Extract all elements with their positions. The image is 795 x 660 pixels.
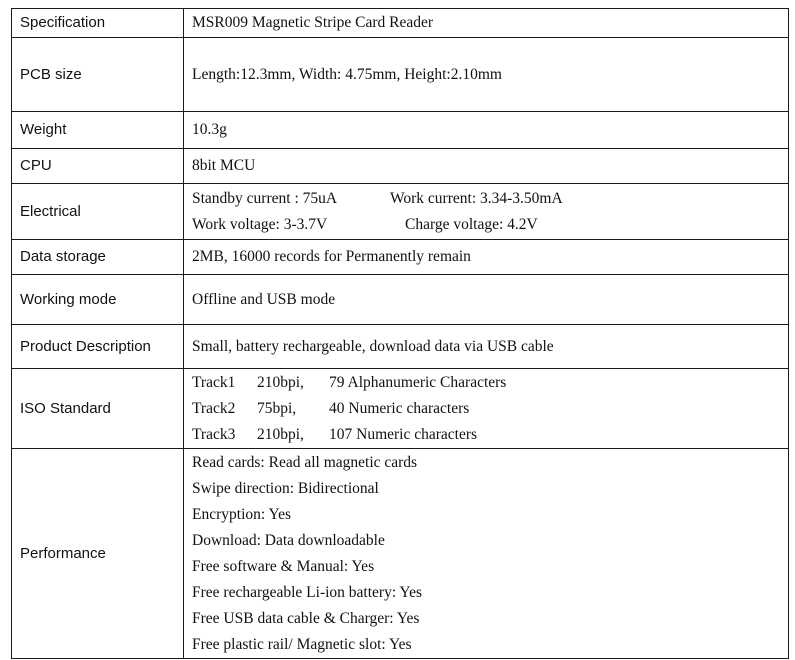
track-density: 210bpi, bbox=[257, 373, 304, 391]
charge-voltage: Charge voltage: 4.2V bbox=[405, 215, 538, 233]
iso-track-row bbox=[192, 422, 788, 448]
performance-item: Free software & Manual: Yes bbox=[192, 557, 375, 575]
performance-label: Performance bbox=[12, 449, 184, 659]
pcb-size-value: Length:12.3mm, Width: 4.75mm, Height:2.10mm bbox=[184, 38, 789, 112]
specification-label: Specification bbox=[12, 9, 184, 38]
table-row-specification bbox=[12, 9, 789, 38]
weight-label: Weight bbox=[12, 112, 184, 149]
table-row-working-mode bbox=[12, 275, 789, 325]
performance-item: Swipe direction: Bidirectional bbox=[192, 479, 379, 497]
pcb-size-label: PCB size bbox=[12, 38, 184, 112]
track-name: Track3 bbox=[192, 425, 236, 443]
performance-item: Free rechargeable Li-ion battery: Yes bbox=[192, 583, 422, 601]
performance-item: Free USB data cable & Charger: Yes bbox=[192, 609, 420, 627]
table-row-iso-standard bbox=[12, 369, 789, 449]
specification-table bbox=[11, 8, 789, 659]
performance-item: Download: Data downloadable bbox=[192, 531, 385, 549]
work-current: Work current: 3.34-3.50mA bbox=[390, 189, 563, 207]
iso-standard-value bbox=[184, 369, 789, 449]
track-characters: 107 Numeric characters bbox=[329, 425, 478, 443]
electrical-label: Electrical bbox=[12, 184, 184, 240]
electrical-line-1 bbox=[192, 186, 788, 212]
data-storage-value: 2MB, 16000 records for Permanently remain bbox=[184, 240, 789, 275]
performance-item: Encryption: Yes bbox=[192, 505, 292, 523]
weight-value: 10.3g bbox=[184, 112, 789, 149]
data-storage-label: Data storage bbox=[12, 240, 184, 275]
iso-track-row bbox=[192, 370, 788, 396]
product-description-label: Product Description bbox=[12, 325, 184, 369]
table-row-pcb-size bbox=[12, 38, 789, 112]
product-description-value: Small, battery rechargeable, download data via USB cable bbox=[184, 325, 789, 369]
track-density: 75bpi, bbox=[257, 399, 297, 417]
iso-standard-label: ISO Standard bbox=[12, 369, 184, 449]
iso-track-row bbox=[192, 396, 788, 422]
working-mode-label: Working mode bbox=[12, 275, 184, 325]
electrical-value bbox=[184, 184, 789, 240]
work-voltage: Work voltage: 3-3.7V bbox=[192, 215, 328, 233]
table-row-cpu bbox=[12, 149, 789, 184]
track-characters: 40 Numeric characters bbox=[329, 399, 470, 417]
table-row-weight bbox=[12, 112, 789, 149]
cpu-label: CPU bbox=[12, 149, 184, 184]
working-mode-value: Offline and USB mode bbox=[184, 275, 789, 325]
electrical-line-2 bbox=[192, 212, 788, 238]
table-row-electrical bbox=[12, 184, 789, 240]
performance-item: Read cards: Read all magnetic cards bbox=[192, 453, 418, 471]
track-density: 210bpi, bbox=[257, 425, 304, 443]
performance-item: Free plastic rail/ Magnetic slot: Yes bbox=[192, 635, 412, 653]
standby-current: Standby current : 75uA bbox=[192, 189, 338, 207]
track-name: Track2 bbox=[192, 399, 236, 417]
table-row-product-description bbox=[12, 325, 789, 369]
table-row-data-storage bbox=[12, 240, 789, 275]
table-row-performance bbox=[12, 449, 789, 659]
track-characters: 79 Alphanumeric Characters bbox=[329, 373, 507, 391]
cpu-value: 8bit MCU bbox=[184, 149, 789, 184]
track-name: Track1 bbox=[192, 373, 236, 391]
specification-value: MSR009 Magnetic Stripe Card Reader bbox=[184, 9, 789, 38]
performance-value bbox=[184, 449, 789, 659]
